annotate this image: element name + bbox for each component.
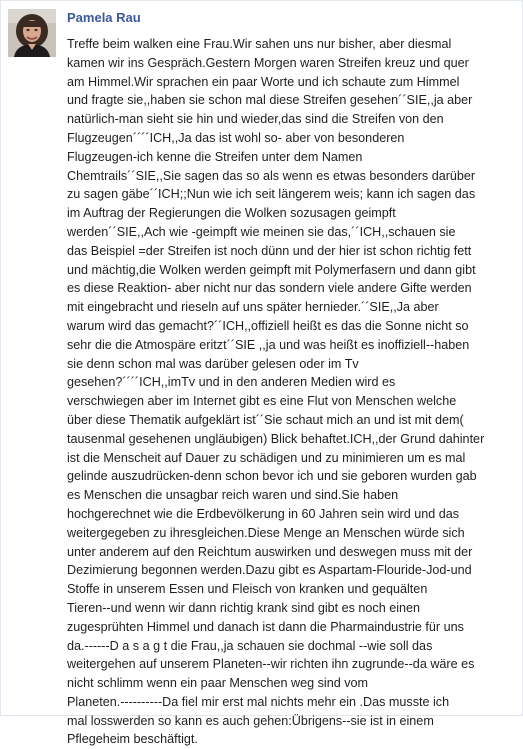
- post-text-line: weitergegeben zu ihresgleichen.Diese Menge an Menschen würde sich: [67, 525, 465, 540]
- post-text-line: das Beispiel =der Streifen ist noch dünn und der hier ist schon richtig fett: [67, 243, 472, 258]
- post-text-line: natürlich-man sieht sie hin und wieder,das sind die Streifen von den: [67, 112, 444, 127]
- post-text-line: über diese Thematik aufgeklärt ist´´Sie schaut mich an und ist mit dem(: [67, 412, 464, 427]
- post-text-line: zugesprühten Himmel und danach ist dann die Pharmaindustrie für uns: [67, 619, 464, 634]
- post-text-line: warum wird das gemacht?´´ICH,,offiziell heißt es das die Sonne nicht so: [67, 318, 469, 333]
- post-text-line: und mächtig,die Wolken werden geimpft mit Polymerfasern und dann gibt: [67, 262, 476, 277]
- avatar[interactable]: [8, 9, 56, 57]
- post-text-line: gesehen?´´´´ICH,,imTv und in den anderen Medien wird es: [67, 375, 396, 390]
- author-name-link[interactable]: Pamela Rau: [67, 10, 141, 25]
- post-text-line: hochgerechnet wie die Erdbevölkerung in 60 Jahren sein wird und das: [67, 506, 460, 521]
- post-text-line: Treffe beim walken eine Frau.Wir sahen uns nur bisher, aber diesmal: [67, 37, 452, 51]
- post-text-line: Tieren--und wenn wir dann richtig krank sind gibt es noch einen: [67, 600, 421, 615]
- post-text-line: mal losswerden so kann es auch gehen:Übrigens--sie ist in einem: [67, 713, 434, 728]
- post-text-line: ist die Menscheit auf Dauer zu schädigen und zu minimieren um es mal: [67, 450, 466, 465]
- post-text-line: Planeten.----------Da fiel mir erst mal nichts mehr ein .Das musste ich: [67, 694, 450, 709]
- post-text-line: Chemtrails´´SIE,,Sie sagen das so als wenn es etwas besonders darüber: [67, 168, 476, 183]
- post-text-line: sie denn schon mal was darüber gelesen oder im Tv: [67, 356, 359, 371]
- post-text-line: am Himmel.Wir sprachen ein paar Worte und ich schaute zum Himmel: [67, 74, 460, 89]
- post-text-line: da.------D a s a g t die Frau,,ja schauen sie dochmal --wie soll das: [67, 638, 433, 653]
- post-text-line: Pflegeheim beschäftigt.: [67, 732, 198, 747]
- post-text-line: Flugzeugen-ich kenne die Streifen unter dem Namen: [67, 149, 363, 164]
- post-text-line: nicht schlimm wenn ein paar Menschen weg sind vom: [67, 676, 368, 691]
- post-text-line: Flugzeugen´´´´ICH,,Ja das ist wohl so- aber von besonderen: [67, 130, 405, 145]
- post-text-line: und fragte sie,,haben sie schon mal diese Streifen gesehen´´SIE,,ja aber: [67, 93, 473, 108]
- profile-photo-icon: [8, 9, 56, 57]
- post-text-line: im Auftrag der Regierungen die Wolken sozusagen geimpft: [67, 206, 396, 221]
- post-text-line: verschwiegen aber im Internet gibt es eine Flut von Menschen welche: [67, 394, 457, 409]
- post-text-line: sehr die die Atmospäre eritzt´´SIE ,,ja und was heißt es inoffiziell--haben: [67, 337, 470, 352]
- post-text-line: zu sagen gäbe´´ICH;;Nun wie ich seit längerem weis; kann ich sagen das: [67, 187, 476, 202]
- post-text-line: mit eingebracht und rieseln auf uns später hernieder.´´SIE,,Ja aber: [67, 300, 439, 315]
- post-text-line: werden´´SIE,,Ach wie -geimpft wie meinen sie das,´´ICH,,schauen sie: [67, 224, 456, 239]
- post-text-line: weitergehen auf unserem Planeten--wir richten ihn zugrunde--da wäre es: [67, 657, 475, 672]
- post-text-line: es diese Reaktion- aber nicht nur das sondern viele andere Gifte werden: [67, 281, 472, 296]
- post-text-line: unter anderem auf den Reichtum auswirken und deswegen muss mit der: [67, 544, 473, 559]
- post-body: [67, 35, 514, 749]
- post-text-line: kamen wir ins Gespräch.Gestern Morgen waren Streifen kreuz und quer: [67, 55, 469, 70]
- post-text-line: Stoffe in unserem Essen und Fleisch von kranken und gequälten: [67, 582, 428, 597]
- post-text-line: es Menschen die unsagbar reich waren und sind.Sie haben: [67, 488, 399, 503]
- post-text-line: tausenmal gesehenen ungläubigen) Blick behaftet.ICH,,der Grund dahinter: [67, 431, 485, 446]
- post-text-line: gelinde auszudrücken-denn schon bevor ich und sie geboren wurden gab: [67, 469, 477, 484]
- post-text-line: Dezimierung begonnen werden.Dazu gibt es Aspartam-Flouride-Jod-und: [67, 563, 472, 578]
